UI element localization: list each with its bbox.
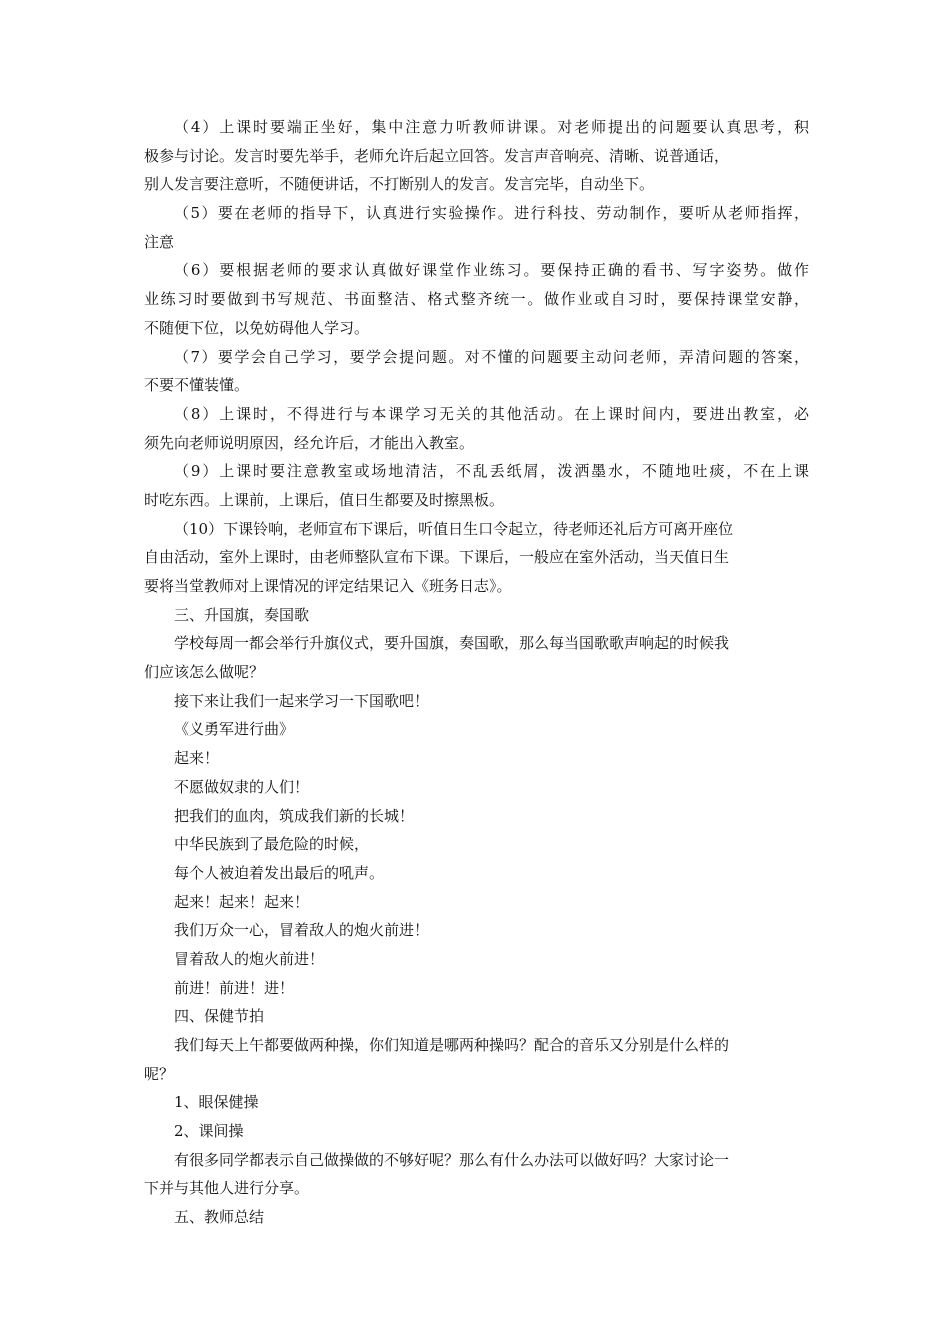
text-line: 不随便下位，以免妨碍他人学习。: [144, 318, 370, 337]
text-line: 呢？: [144, 1064, 175, 1083]
text-line: 中华民族到了最危险的时候，: [174, 835, 370, 854]
text-line: 前进！前进！进！: [174, 978, 295, 997]
text-line: 要将当堂教师对上课情况的评定结果记入《班务日志》。: [144, 577, 512, 595]
text-line: 学校每周一都会举行升旗仪式，要升国旗，奏国歌，那么每当国歌歌声响起的时候我: [174, 634, 730, 653]
text-line: 业练习时要做到书写规范、书面整洁、格式整齐统一。做作业或自习时，要保持课堂安静，: [144, 290, 809, 309]
text-line: 我们每天上午都要做两种操，你们知道是哪两种操吗？配合的音乐又分别是什么样的: [174, 1036, 730, 1054]
text-line: 起来！起来！起来！: [174, 892, 310, 911]
text-line: 冒着敌人的炮火前进！: [174, 949, 325, 968]
text-line: 自由活动，室外上课时，由老师整队宣布下课。下课后，一般应在室外活动，当天值日生: [144, 548, 730, 567]
text-line: 有很多同学都表示自己做操做的不够好呢？那么有什么办法可以做好吗？大家讨论一: [174, 1150, 730, 1169]
text-line: 时吃东西。上课前，上课后，值日生都要及时擦黑板。: [144, 490, 505, 509]
text-line: （8）上课时，不得进行与本课学习无关的其他活动。在上课时间内，要进出教室，必: [174, 404, 809, 423]
text-line: （7）要学会自己学习，要学会提问题。对不懂的问题要主动问老师，弄清问题的答案，: [174, 347, 809, 366]
text-line: 别人发言要注意听，不随便讲话，不打断别人的发言。发言完毕，自动坐下。: [144, 175, 655, 194]
text-line: （4）上课时要端正坐好，集中注意力听教师讲课。对老师提出的问题要认真思考，积: [174, 118, 809, 136]
text-line: 须先向老师说明原因，经允许后，才能出入教室。: [144, 433, 475, 452]
text-line: 极参与讨论。发言时要先举手，老师允许后起立回答。发言声音响亮、清晰、说普通话，: [144, 146, 730, 165]
text-line: （5）要在老师的指导下，认真进行实验操作。进行科技、劳动制作，要听从老师指挥，: [174, 204, 809, 223]
text-line: 三、升国旗，奏国歌: [174, 605, 310, 624]
text-line: （10）下课铃响，老师宣布下课后，听值日生口令起立，待老师还礼后方可离开座位: [174, 519, 734, 538]
document-body: [144, 113, 809, 1232]
text-line: 1、眼保健操: [174, 1093, 259, 1112]
text-line: 不要不懂装懂。: [144, 376, 250, 395]
text-line: 我们万众一心，冒着敌人的炮火前进！: [174, 921, 430, 940]
text-line: 注意: [144, 232, 175, 251]
text-line: 不愿做奴隶的人们！: [174, 777, 310, 796]
text-line: 四、保健节拍: [174, 1007, 265, 1026]
text-line: 每个人被迫着发出最后的吼声。: [174, 863, 385, 882]
text-line: 五、教师总结: [174, 1208, 265, 1227]
text-line: 下并与其他人进行分享。: [144, 1179, 310, 1198]
text-line: 们应该怎么做呢？: [144, 663, 265, 682]
text-line: （6）要根据老师的要求认真做好课堂作业练习。要保持正确的看书、写字姿势。做作: [174, 261, 809, 280]
text-line: 起来！: [174, 749, 220, 768]
text-line: 把我们的血肉，筑成我们新的长城！: [174, 806, 415, 825]
text-line: 2、课间操: [174, 1122, 244, 1141]
text-line: 《义勇军进行曲》: [174, 720, 295, 739]
text-line: 接下来让我们一起来学习一下国歌吧！: [174, 691, 430, 710]
text-line: （9）上课时要注意教室或场地清洁，不乱丢纸屑，泼洒墨水，不随地吐痰，不在上课: [174, 462, 809, 481]
